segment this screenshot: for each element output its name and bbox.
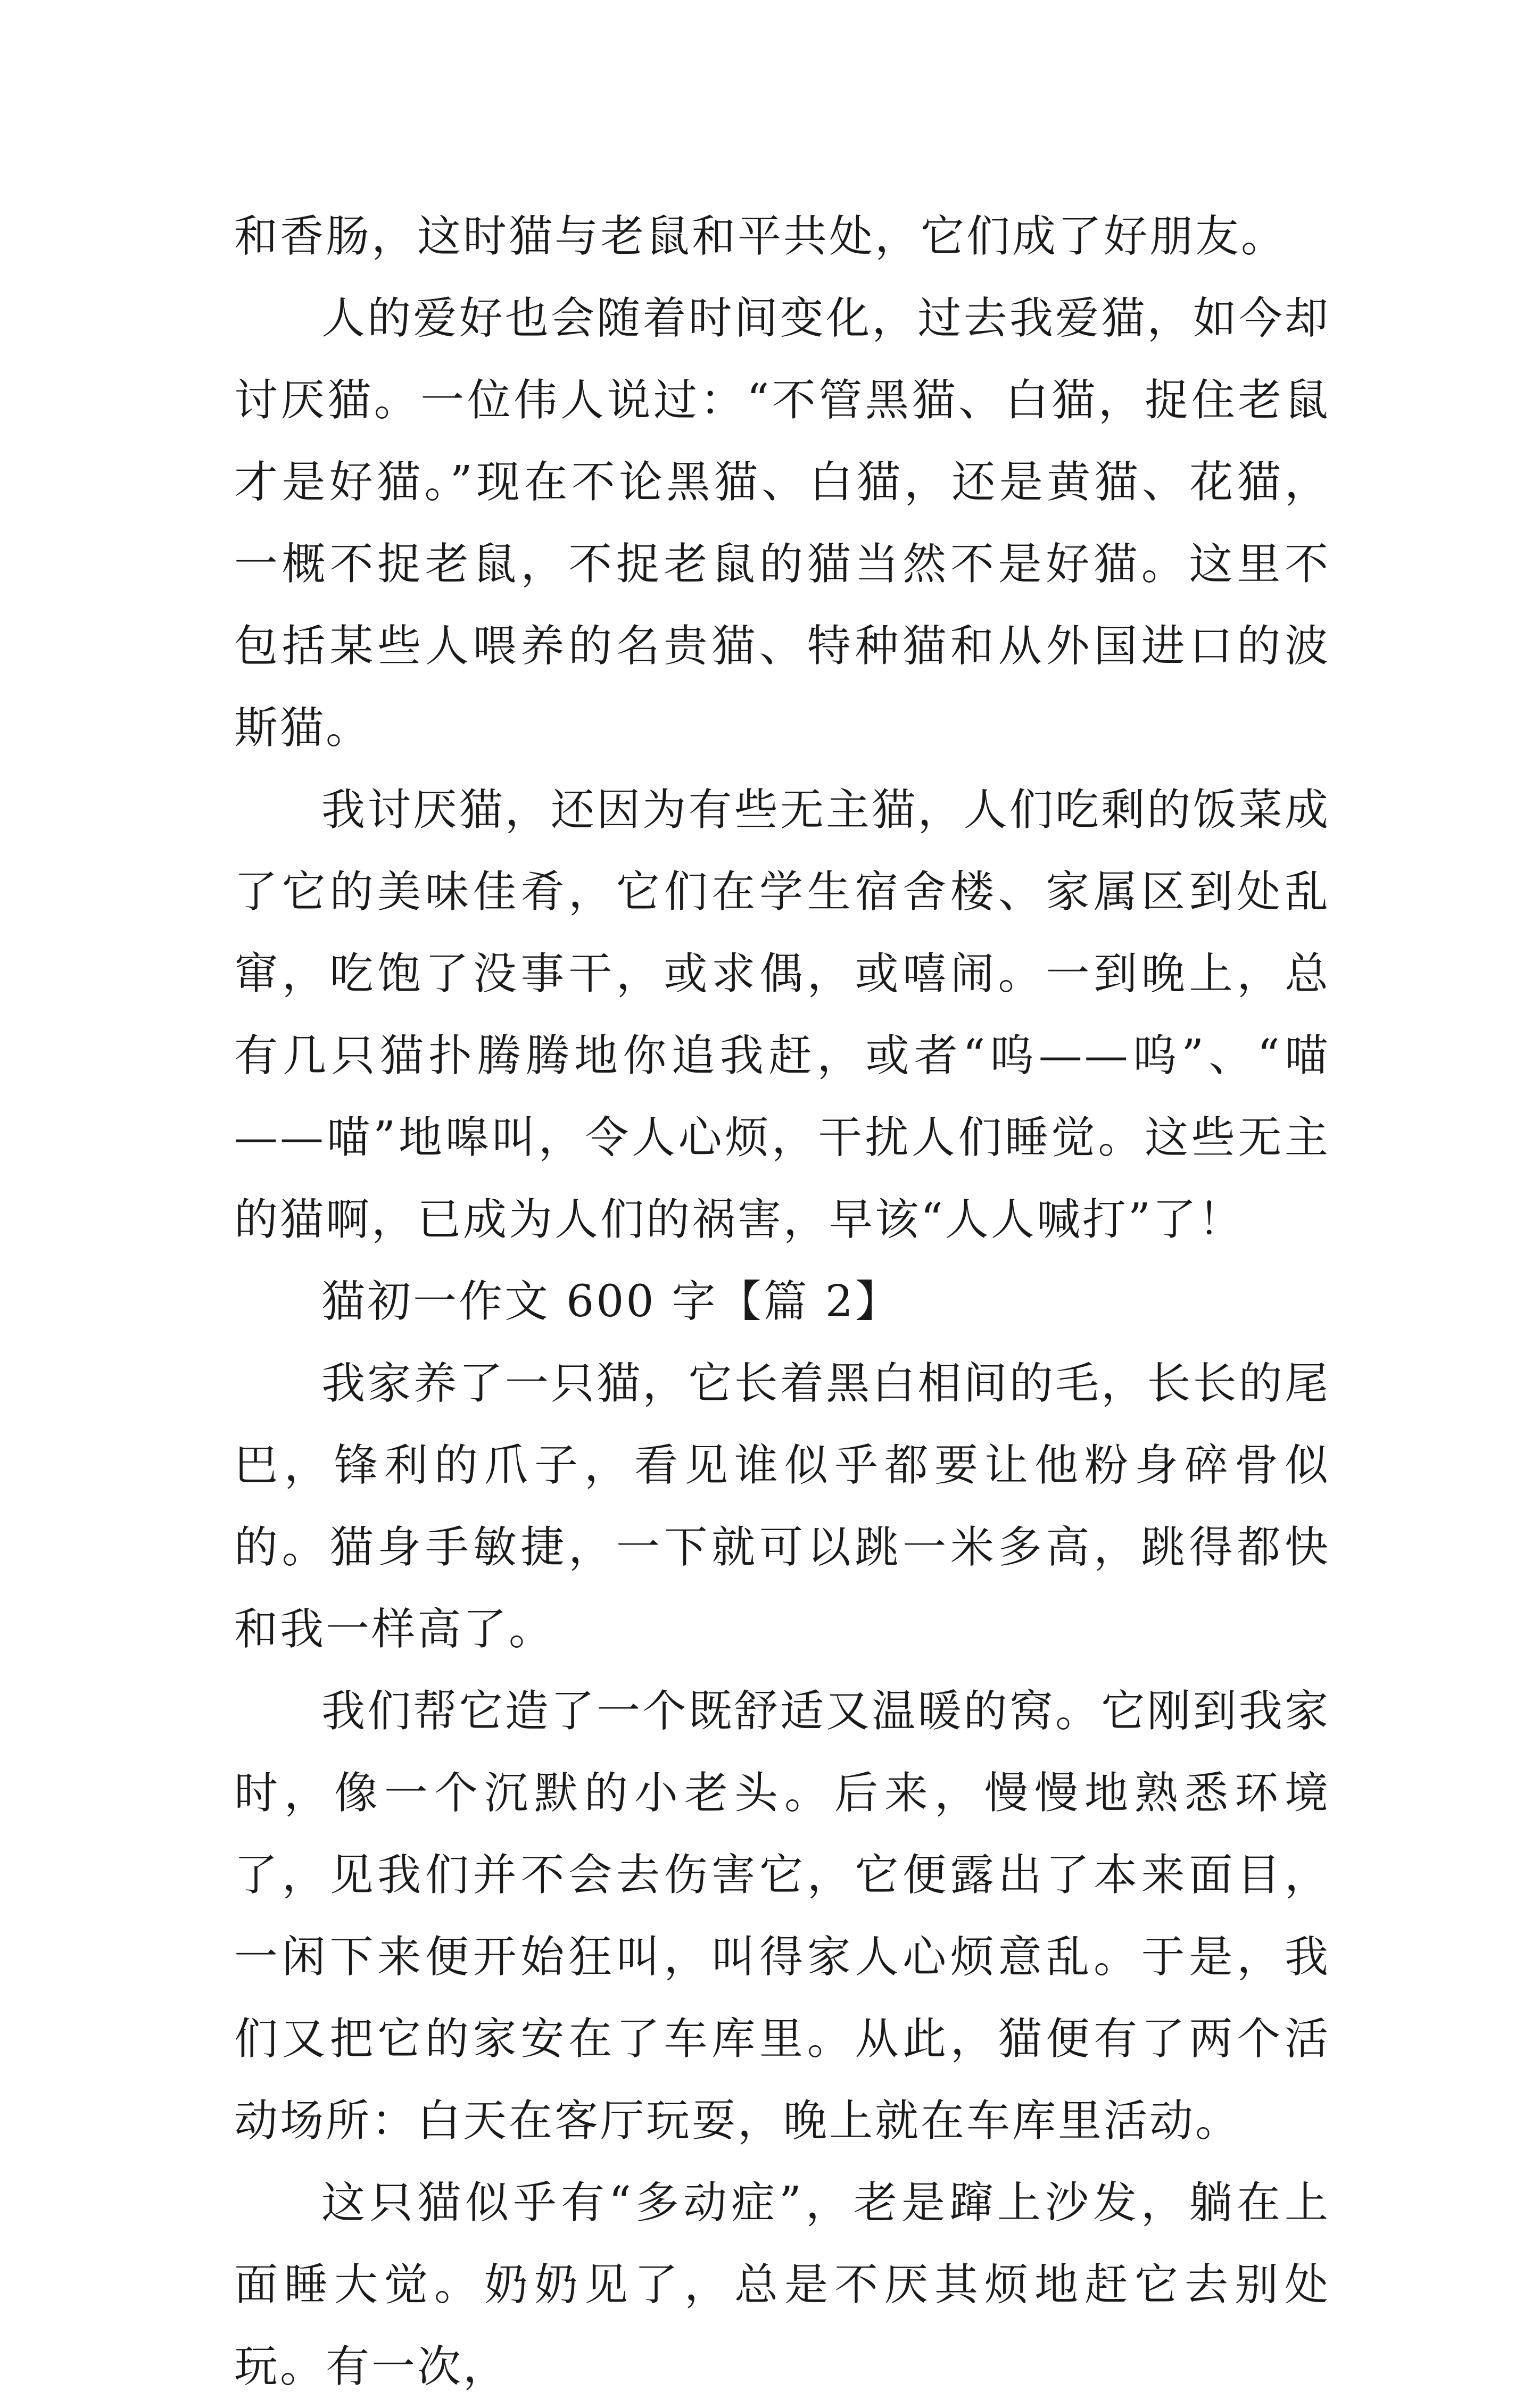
document-body bbox=[234, 196, 1330, 2408]
paragraph-continuation: 和香肠，这时猫与老鼠和平共处，它们成了好朋友。 bbox=[234, 211, 1287, 262]
paragraph: 这只猫似乎有“多动症”，老是蹿上沙发，躺在上面睡大觉。奶奶见了，总是不厌其烦地赶它去别处玩。有一次， bbox=[234, 2178, 1330, 2392]
paragraph: 我家养了一只猫，它长着黑白相间的毛，长长的尾巴，锋利的爪子，看见谁似乎都要让他粉身碎骨似的。猫身手敏捷，一下就可以跳一米多高，跳得都快和我一样高了。 bbox=[234, 1358, 1330, 1655]
paragraph: 我们帮它造了一个既舒适又温暖的窝。它刚到我家时，像一个沉默的小老头。后来，慢慢地熟悉环境了，见我们并不会去伤害它，它便露出了本来面目，一闲下来便开始狂叫，叫得家人心烦意乱。于是，我们又把它的家安在了车库里。从此，猫便有了两个活动场所：白天在客厅玩耍，晚上就在车库里活动。 bbox=[234, 1686, 1330, 2146]
paragraph: 人的爱好也会随着时间变化，过去我爱猫，如今却讨厌猫。一位伟人说过：“不管黑猫、白猫，捉住老鼠才是好猫。”现在不论黑猫、白猫，还是黄猫、花猫，一概不捉老鼠，不捉老鼠的猫当然不是好猫。这里不包括某些人喂养的名贵猫、特种猫和从外国进口的波斯猫。 bbox=[234, 293, 1330, 753]
section-heading: 猫初一作文 600 字【篇 2】 bbox=[321, 1276, 901, 1327]
paragraph: 我讨厌猫，还因为有些无主猫，人们吃剩的饭菜成了它的美味佳肴，它们在学生宿舍楼、家属区到处乱窜，吃饱了没事干，或求偶，或嘻闹。一到晚上，总有几只猫扑腾腾地你追我赶，或者“呜——呜”、“喵——喵”地嗥叫，令人心烦，干扰人们睡觉。这些无主的猫啊，已成为人们的祸害，早该“人人喊打”了！ bbox=[234, 785, 1330, 1245]
